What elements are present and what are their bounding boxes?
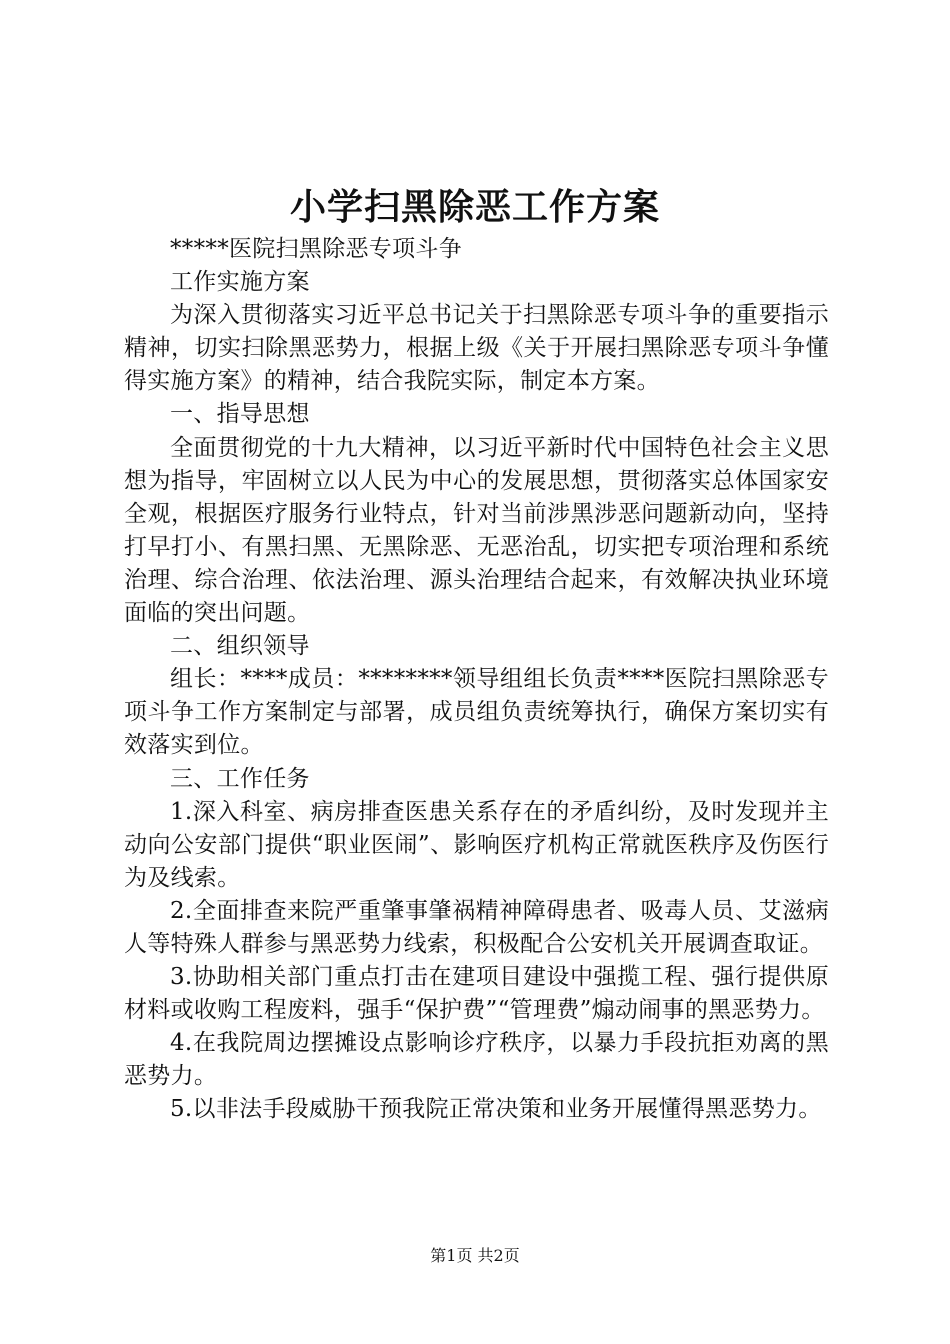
document-title: 小学扫黑除恶工作方案 xyxy=(289,186,660,228)
paragraph-hospital-heading: *****医院扫黑除恶专项斗争 xyxy=(170,236,462,262)
page-footer: 第1页 共2页 xyxy=(430,1246,520,1265)
paragraph-organization: 组长：****成员：********领导组组长负责****医院扫黑除恶专项斗争工作方案制定与部署，成员组负责统筹执行，确保方案切实有效落实到位。 xyxy=(124,666,829,759)
paragraph-guiding-ideology: 全面贯彻党的十九大精神，以习近平新时代中国特色社会主义思想为指导，牢固树立以人民为中心的发展思想，贯彻落实总体国家安全观，根据医疗服务行业特点，针对当前涉黑涉恶问题新动向，坚持打早打小、有黑扫黑、无黑除恶、无恶治乱，切实把专项治理和系统治理、综合治理、依法治理、源头治理结合起来，有效解决执业环境面临的突出问题。 xyxy=(124,434,829,627)
section-heading-organization: 二、组织领导 xyxy=(170,633,310,660)
section-heading-tasks: 三、工作任务 xyxy=(170,765,310,792)
task-item-3: 3.协助相关部门重点打击在建项目建设中强揽工程、强行提供原材料或收购工程废料，强手“保护费”“管理费”煽动闹事的黑恶势力。 xyxy=(124,964,829,1024)
task-item-2: 2.全面排查来院严重肇事肇祸精神障碍患者、吸毒人员、艾滋病人等特殊人群参与黑恶势力线索，积极配合公安机关开展调查取证。 xyxy=(124,897,829,957)
task-item-1: 1.深入科室、病房排查医患关系存在的矛盾纠纷，及时发现并主动向公安部门提供“职业医闹”、影响医疗机构正常就医秩序及伤医行为及线索。 xyxy=(124,798,829,891)
paragraph-intro: 为深入贯彻落实习近平总书记关于扫黑除恶专项斗争的重要指示精神，切实扫除黑恶势力，根据上级《关于开展扫黑除恶专项斗争懂得实施方案》的精神，结合我院实际，制定本方案。 xyxy=(124,302,829,395)
section-heading-guiding-ideology: 一、指导思想 xyxy=(170,401,310,428)
task-item-5: 5.以非法手段威胁干预我院正常决策和业务开展懂得黑恶势力。 xyxy=(170,1096,822,1123)
paragraph-plan-heading: 工作实施方案 xyxy=(170,269,310,296)
task-item-4: 4.在我院周边摆摊设点影响诊疗秩序，以暴力手段抗拒劝离的黑恶势力。 xyxy=(124,1030,829,1090)
document-body xyxy=(124,233,829,1127)
